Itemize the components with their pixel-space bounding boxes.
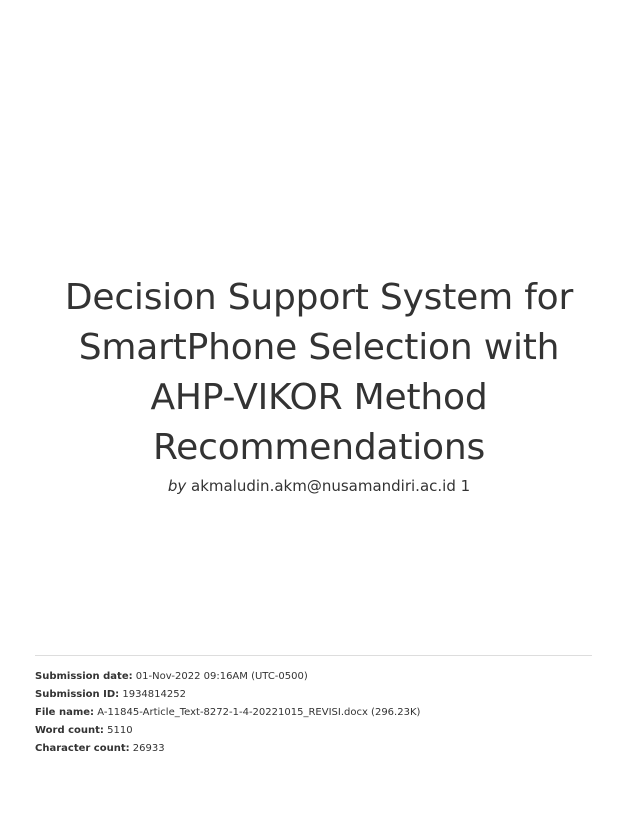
character-count-row [35, 740, 592, 758]
submission-id-value: 1934814252 [122, 689, 186, 700]
by-label: by [167, 477, 187, 495]
file-name-value: A-11845-Article_Text-8272-1-4-20221015_REVISI.docx (296.23K) [97, 707, 421, 718]
file-name-row [35, 704, 592, 722]
character-count-label: Character count: [35, 743, 130, 754]
file-name-label: File name: [35, 707, 95, 718]
submission-date-row [35, 668, 592, 686]
title-block [40, 273, 598, 496]
author-name: akmaludin.akm@nusamandiri.ac.id 1 [191, 477, 471, 495]
character-count-value: 26933 [132, 743, 165, 754]
submission-info [35, 668, 592, 758]
word-count-value: 5110 [107, 725, 133, 736]
byline [40, 476, 598, 496]
word-count-row [35, 722, 592, 740]
submission-date-value: 01-Nov-2022 09:16AM (UTC-0500) [135, 671, 308, 682]
document-title: Decision Support System for SmartPhone Selection with AHP-VIKOR Method Recommendations [64, 277, 574, 468]
submission-id-label: Submission ID: [35, 689, 120, 700]
word-count-label: Word count: [35, 725, 104, 736]
submission-id-row [35, 686, 592, 704]
submission-date-label: Submission date: [35, 671, 133, 682]
divider [35, 655, 592, 656]
